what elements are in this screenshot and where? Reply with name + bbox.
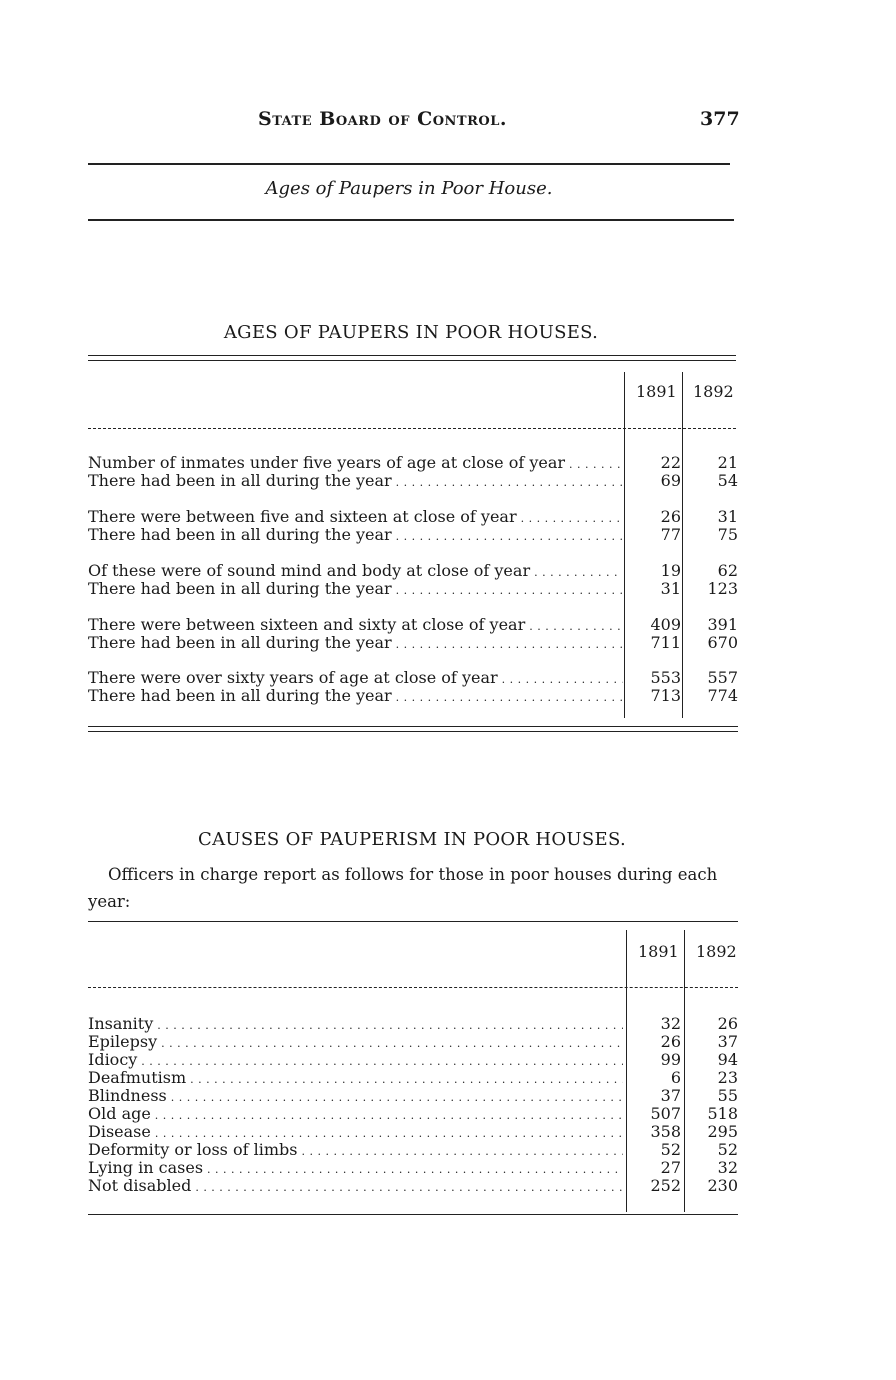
table2-header-rule: [88, 987, 738, 988]
value-1892: 54: [717, 471, 738, 490]
table-row: [88, 1141, 738, 1159]
value-1891: 19: [660, 561, 681, 580]
table-row: [88, 562, 738, 580]
table-row: [88, 1069, 738, 1087]
row-label: Lying in cases . . .: [88, 1159, 623, 1179]
value-1892: 23: [717, 1068, 738, 1087]
table1-bottom-rule-2: [88, 731, 738, 732]
value-1892: 37: [717, 1032, 738, 1051]
table-row: [88, 454, 738, 472]
table2-col-1892: 1892: [696, 942, 737, 961]
table-row: [88, 1051, 738, 1069]
table-row: [88, 1033, 738, 1051]
row-label: There were between sixteen and sixty at close of year . . .: [88, 616, 623, 636]
value-1891: 26: [660, 507, 681, 526]
table-row: [88, 508, 738, 526]
section-subtitle: Ages of Paupers in Poor House.: [265, 178, 553, 199]
row-label: Number of inmates under five years of age at close of year . . .: [88, 454, 623, 474]
table1-header-rule: [88, 428, 736, 429]
table-row: [88, 1105, 738, 1123]
value-1891: 26: [660, 1032, 681, 1051]
row-label: Not disabled . . .: [88, 1177, 623, 1197]
row-label: Deformity or loss of limbs . . .: [88, 1141, 623, 1161]
value-1892: 62: [717, 561, 738, 580]
value-1892: 94: [717, 1050, 738, 1069]
page-number: 377: [700, 108, 740, 130]
table1-title: AGES OF PAUPERS IN POOR HOUSES.: [223, 322, 599, 343]
value-1891: 358: [650, 1122, 681, 1141]
table1-top-rule: [88, 355, 736, 356]
value-1891: 31: [660, 579, 681, 598]
value-1892: 31: [717, 507, 738, 526]
row-label: There had been in all during the year . . .: [88, 472, 623, 492]
row-label: There had been in all during the year . . .: [88, 526, 623, 546]
row-label: There had been in all during the year . . .: [88, 687, 623, 707]
value-1891: 507: [650, 1104, 681, 1123]
header-rule-top: [88, 163, 730, 165]
value-1892: 21: [717, 453, 738, 472]
value-1892: 52: [717, 1140, 738, 1159]
value-1892: 75: [717, 525, 738, 544]
table2-col-1891: 1891: [638, 942, 679, 961]
table1-col-divider-2: [682, 372, 683, 718]
value-1891: 409: [650, 615, 681, 634]
table-row: [88, 687, 738, 705]
table1-col-1891: 1891: [636, 382, 677, 401]
value-1892: 55: [717, 1086, 738, 1105]
running-title: State Board of Control.: [258, 108, 507, 130]
row-label: Old age . . .: [88, 1105, 623, 1125]
table1-col-1892: 1892: [693, 382, 734, 401]
table-row: [88, 669, 738, 687]
table-row: [88, 526, 738, 544]
value-1892: 230: [707, 1176, 738, 1195]
table1-col-divider-1: [624, 372, 625, 718]
value-1891: 22: [660, 453, 681, 472]
value-1892: 557: [707, 668, 738, 687]
row-label: There were over sixty years of age at close of year . . .: [88, 669, 623, 689]
row-label: There were between five and sixteen at close of year . . .: [88, 508, 623, 528]
table1-bottom-rule: [88, 726, 738, 727]
table1-top-rule-2: [88, 360, 736, 361]
table2-intro: Officers in charge report as follows for those in poor houses during each year:: [88, 865, 718, 911]
row-label: Insanity . . .: [88, 1015, 623, 1035]
table-row: [88, 1177, 738, 1195]
value-1891: 52: [660, 1140, 681, 1159]
header-rule-bottom: [88, 219, 734, 221]
value-1891: 553: [650, 668, 681, 687]
value-1891: 252: [650, 1176, 681, 1195]
value-1892: 774: [707, 686, 738, 705]
table2-top-rule: [88, 921, 738, 922]
table-row: [88, 472, 738, 490]
value-1892: 518: [707, 1104, 738, 1123]
value-1891: 69: [660, 471, 681, 490]
value-1892: 123: [707, 579, 738, 598]
row-label: There had been in all during the year . . .: [88, 634, 623, 654]
value-1892: 391: [707, 615, 738, 634]
value-1892: 26: [717, 1014, 738, 1033]
value-1892: 32: [717, 1158, 738, 1177]
value-1891: 713: [650, 686, 681, 705]
table2-title: CAUSES OF PAUPERISM IN POOR HOUSES.: [198, 829, 626, 850]
value-1892: 295: [707, 1122, 738, 1141]
table-row: [88, 1159, 738, 1177]
table-row: [88, 634, 738, 652]
row-label: Epilepsy . . .: [88, 1033, 623, 1053]
value-1891: 37: [660, 1086, 681, 1105]
value-1891: 6: [670, 1068, 681, 1087]
table-row: [88, 1015, 738, 1033]
row-label: Blindness . . .: [88, 1087, 623, 1107]
row-label: Deafmutism . . .: [88, 1069, 623, 1089]
table-row: [88, 1087, 738, 1105]
table-row: [88, 616, 738, 634]
value-1891: 32: [660, 1014, 681, 1033]
value-1891: 711: [650, 633, 681, 652]
value-1892: 670: [707, 633, 738, 652]
row-label: Disease . . .: [88, 1123, 623, 1143]
table2-bottom-rule: [88, 1214, 738, 1215]
row-label: There had been in all during the year . . .: [88, 580, 623, 600]
row-label: Idiocy . . .: [88, 1051, 623, 1071]
value-1891: 77: [660, 525, 681, 544]
table-row: [88, 580, 738, 598]
value-1891: 99: [660, 1050, 681, 1069]
table-row: [88, 1123, 738, 1141]
value-1891: 27: [660, 1158, 681, 1177]
row-label: Of these were of sound mind and body at close of year . . .: [88, 562, 623, 582]
